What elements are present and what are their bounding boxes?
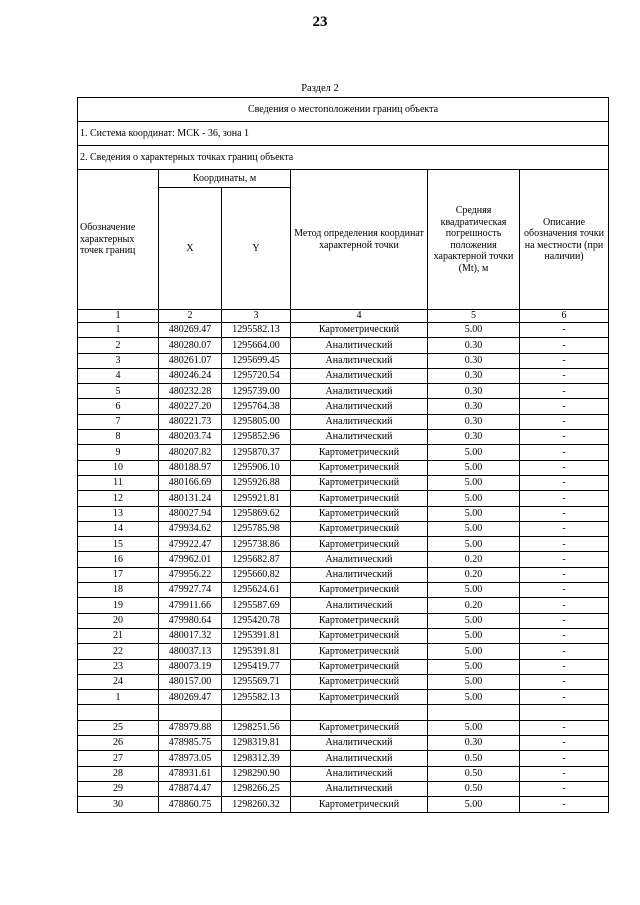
description-cell: - — [520, 583, 609, 598]
description-cell: - — [520, 659, 609, 674]
header-coordinates: Координаты, м — [159, 170, 291, 188]
accuracy-cell: 5.00 — [428, 491, 520, 506]
description-cell: - — [520, 781, 609, 796]
y-coord-cell: 1295582.13 — [222, 690, 291, 705]
header-x: X — [159, 188, 222, 310]
method-cell: Аналитический — [291, 552, 428, 567]
accuracy-cell: 0.30 — [428, 384, 520, 399]
x-coord-cell: 480221.73 — [159, 414, 222, 429]
x-coord-cell: 479980.64 — [159, 613, 222, 628]
column-number: 6 — [520, 310, 609, 323]
boundary-points-table — [77, 97, 609, 813]
description-cell: - — [520, 552, 609, 567]
method-cell: Аналитический — [291, 384, 428, 399]
y-coord-cell: 1295419.77 — [222, 659, 291, 674]
point-id-cell: 7 — [78, 414, 159, 429]
description-cell: - — [520, 399, 609, 414]
table-row — [78, 384, 609, 399]
method-cell: Картометрический — [291, 628, 428, 643]
y-coord-cell: 1295764.38 — [222, 399, 291, 414]
point-id-cell: 30 — [78, 797, 159, 812]
x-coord-cell: 479956.22 — [159, 567, 222, 582]
x-coord-cell: 480261.07 — [159, 353, 222, 368]
accuracy-cell: 0.30 — [428, 338, 520, 353]
x-coord-cell: 480027.94 — [159, 506, 222, 521]
table-row — [78, 445, 609, 460]
method-cell: Картометрический — [291, 659, 428, 674]
x-coord-cell: 480280.07 — [159, 338, 222, 353]
table-row — [78, 399, 609, 414]
y-coord-cell: 1295391.81 — [222, 644, 291, 659]
y-coord-cell: 1295720.54 — [222, 368, 291, 383]
accuracy-cell: 0.50 — [428, 781, 520, 796]
table-row — [78, 736, 609, 751]
y-coord-cell: 1295660.82 — [222, 567, 291, 582]
y-coord-cell: 1298319.81 — [222, 736, 291, 751]
y-coord-cell: 1295870.37 — [222, 445, 291, 460]
method-cell: Картометрический — [291, 491, 428, 506]
page-number: 23 — [312, 14, 328, 30]
description-cell: - — [520, 521, 609, 536]
description-cell: - — [520, 384, 609, 399]
table-row — [78, 323, 609, 338]
x-coord-cell: 480017.32 — [159, 628, 222, 643]
accuracy-cell: 0.30 — [428, 414, 520, 429]
points-group-1 — [78, 323, 609, 705]
y-coord-cell: 1295682.87 — [222, 552, 291, 567]
point-id-cell: 3 — [78, 353, 159, 368]
y-coord-cell: 1295785.98 — [222, 521, 291, 536]
description-cell: - — [520, 506, 609, 521]
accuracy-cell: 5.00 — [428, 644, 520, 659]
table-row — [78, 781, 609, 796]
method-cell: Картометрический — [291, 537, 428, 552]
x-coord-cell: 480207.82 — [159, 445, 222, 460]
method-cell: Аналитический — [291, 430, 428, 445]
coord-system: 1. Система координат: МСК - 36, зона 1 — [78, 122, 609, 146]
x-coord-cell: 480246.24 — [159, 368, 222, 383]
accuracy-cell: 5.00 — [428, 659, 520, 674]
table-row — [78, 567, 609, 582]
point-id-cell: 29 — [78, 781, 159, 796]
description-cell: - — [520, 644, 609, 659]
point-id-cell: 21 — [78, 628, 159, 643]
accuracy-cell: 5.00 — [428, 674, 520, 689]
section-label: Раздел 2 — [301, 83, 339, 94]
point-id-cell: 11 — [78, 475, 159, 490]
description-cell: - — [520, 537, 609, 552]
point-id-cell: 8 — [78, 430, 159, 445]
x-coord-cell: 480188.97 — [159, 460, 222, 475]
header-method: Метод определения координат характерной точки — [291, 170, 428, 310]
table-row — [78, 537, 609, 552]
accuracy-cell: 0.30 — [428, 430, 520, 445]
y-coord-cell: 1295624.61 — [222, 583, 291, 598]
table-row — [78, 797, 609, 812]
point-id-cell: 15 — [78, 537, 159, 552]
description-cell: - — [520, 368, 609, 383]
accuracy-cell: 0.20 — [428, 598, 520, 613]
group-separator-row — [78, 705, 609, 720]
point-id-cell: 6 — [78, 399, 159, 414]
description-cell: - — [520, 628, 609, 643]
x-coord-cell: 480131.24 — [159, 491, 222, 506]
point-id-cell: 1 — [78, 323, 159, 338]
accuracy-cell: 5.00 — [428, 506, 520, 521]
description-cell: - — [520, 353, 609, 368]
y-coord-cell: 1298251.56 — [222, 720, 291, 735]
table-row — [78, 674, 609, 689]
point-id-cell: 19 — [78, 598, 159, 613]
header-point-designation: Обозначение характерных точек границ — [78, 170, 159, 310]
method-cell: Аналитический — [291, 751, 428, 766]
table-row — [78, 598, 609, 613]
point-id-cell: 4 — [78, 368, 159, 383]
table-row — [78, 368, 609, 383]
table-row — [78, 430, 609, 445]
y-coord-cell: 1295805.00 — [222, 414, 291, 429]
point-id-cell: 16 — [78, 552, 159, 567]
point-id-cell: 22 — [78, 644, 159, 659]
accuracy-cell: 5.00 — [428, 460, 520, 475]
description-cell: - — [520, 430, 609, 445]
point-id-cell: 10 — [78, 460, 159, 475]
header-y: Y — [222, 188, 291, 310]
method-cell: Картометрический — [291, 460, 428, 475]
method-cell: Аналитический — [291, 414, 428, 429]
method-cell: Картометрический — [291, 521, 428, 536]
x-coord-cell: 480227.20 — [159, 399, 222, 414]
accuracy-cell: 5.00 — [428, 720, 520, 735]
point-id-cell: 13 — [78, 506, 159, 521]
method-cell: Картометрический — [291, 583, 428, 598]
point-id-cell: 17 — [78, 567, 159, 582]
description-cell: - — [520, 323, 609, 338]
point-id-cell: 9 — [78, 445, 159, 460]
accuracy-cell: 5.00 — [428, 537, 520, 552]
method-cell: Картометрический — [291, 323, 428, 338]
x-coord-cell: 479962.01 — [159, 552, 222, 567]
accuracy-cell: 5.00 — [428, 797, 520, 812]
y-coord-cell: 1295926.88 — [222, 475, 291, 490]
description-cell: - — [520, 414, 609, 429]
table-row — [78, 628, 609, 643]
description-cell: - — [520, 338, 609, 353]
accuracy-cell: 5.00 — [428, 323, 520, 338]
point-id-cell: 14 — [78, 521, 159, 536]
table-row — [78, 583, 609, 598]
y-coord-cell: 1298266.25 — [222, 781, 291, 796]
accuracy-cell: 5.00 — [428, 690, 520, 705]
accuracy-cell: 5.00 — [428, 521, 520, 536]
column-number: 3 — [222, 310, 291, 323]
y-coord-cell: 1295739.00 — [222, 384, 291, 399]
header-description: Описание обозначения точки на местности (при наличии) — [520, 170, 609, 310]
description-cell: - — [520, 766, 609, 781]
description-cell: - — [520, 674, 609, 689]
x-coord-cell: 479934.62 — [159, 521, 222, 536]
accuracy-cell: 0.50 — [428, 751, 520, 766]
table-row — [78, 338, 609, 353]
accuracy-cell: 5.00 — [428, 613, 520, 628]
header-accuracy: Средняя квадратическая погрешность положения характерной точки (Mt), м — [428, 170, 520, 310]
y-coord-cell: 1298260.32 — [222, 797, 291, 812]
point-id-cell: 2 — [78, 338, 159, 353]
table-row — [78, 521, 609, 536]
table-row — [78, 766, 609, 781]
y-coord-cell: 1295587.69 — [222, 598, 291, 613]
table-row — [78, 659, 609, 674]
x-coord-cell: 480157.00 — [159, 674, 222, 689]
y-coord-cell: 1295582.13 — [222, 323, 291, 338]
point-id-cell: 12 — [78, 491, 159, 506]
x-coord-cell: 480166.69 — [159, 475, 222, 490]
description-cell: - — [520, 598, 609, 613]
accuracy-cell: 0.30 — [428, 736, 520, 751]
table-row — [78, 720, 609, 735]
table-row — [78, 460, 609, 475]
point-id-cell: 1 — [78, 690, 159, 705]
column-number: 1 — [78, 310, 159, 323]
accuracy-cell: 0.30 — [428, 353, 520, 368]
y-coord-cell: 1295921.81 — [222, 491, 291, 506]
table-row — [78, 552, 609, 567]
point-id-cell: 23 — [78, 659, 159, 674]
method-cell: Аналитический — [291, 736, 428, 751]
description-cell: - — [520, 613, 609, 628]
accuracy-cell: 5.00 — [428, 445, 520, 460]
column-number: 4 — [291, 310, 428, 323]
description-cell: - — [520, 567, 609, 582]
method-cell: Картометрический — [291, 475, 428, 490]
x-coord-cell: 478973.05 — [159, 751, 222, 766]
point-id-cell: 18 — [78, 583, 159, 598]
points-title: 2. Сведения о характерных точках границ объекта — [78, 146, 609, 170]
y-coord-cell: 1295906.10 — [222, 460, 291, 475]
description-cell: - — [520, 736, 609, 751]
description-cell: - — [520, 751, 609, 766]
method-cell: Аналитический — [291, 399, 428, 414]
x-coord-cell: 478860.75 — [159, 797, 222, 812]
table-row — [78, 491, 609, 506]
method-cell: Картометрический — [291, 506, 428, 521]
table-row — [78, 414, 609, 429]
x-coord-cell: 480269.47 — [159, 690, 222, 705]
point-id-cell: 24 — [78, 674, 159, 689]
x-coord-cell: 479927.74 — [159, 583, 222, 598]
point-id-cell: 26 — [78, 736, 159, 751]
description-cell: - — [520, 491, 609, 506]
method-cell: Аналитический — [291, 368, 428, 383]
y-coord-cell: 1295664.00 — [222, 338, 291, 353]
method-cell: Аналитический — [291, 598, 428, 613]
column-number: 5 — [428, 310, 520, 323]
point-id-cell: 5 — [78, 384, 159, 399]
description-cell: - — [520, 475, 609, 490]
y-coord-cell: 1298312.39 — [222, 751, 291, 766]
y-coord-cell: 1295420.78 — [222, 613, 291, 628]
table-title: Сведения о местоположении границ объекта — [78, 98, 609, 122]
x-coord-cell: 480203.74 — [159, 430, 222, 445]
method-cell: Картометрический — [291, 613, 428, 628]
accuracy-cell: 0.20 — [428, 567, 520, 582]
y-coord-cell: 1295391.81 — [222, 628, 291, 643]
point-id-cell: 20 — [78, 613, 159, 628]
table-row — [78, 506, 609, 521]
table-row — [78, 353, 609, 368]
x-coord-cell: 478931.61 — [159, 766, 222, 781]
accuracy-cell: 5.00 — [428, 628, 520, 643]
table-row — [78, 475, 609, 490]
method-cell: Картометрический — [291, 797, 428, 812]
method-cell: Картометрический — [291, 445, 428, 460]
x-coord-cell: 478985.75 — [159, 736, 222, 751]
table-row — [78, 751, 609, 766]
method-cell: Аналитический — [291, 567, 428, 582]
method-cell: Аналитический — [291, 766, 428, 781]
x-coord-cell: 479911.66 — [159, 598, 222, 613]
x-coord-cell: 480269.47 — [159, 323, 222, 338]
point-id-cell: 28 — [78, 766, 159, 781]
description-cell: - — [520, 690, 609, 705]
accuracy-cell: 5.00 — [428, 583, 520, 598]
point-id-cell: 27 — [78, 751, 159, 766]
x-coord-cell: 480073.19 — [159, 659, 222, 674]
method-cell: Картометрический — [291, 644, 428, 659]
y-coord-cell: 1295699.45 — [222, 353, 291, 368]
description-cell: - — [520, 445, 609, 460]
description-cell: - — [520, 460, 609, 475]
method-cell: Аналитический — [291, 338, 428, 353]
table-row — [78, 644, 609, 659]
y-coord-cell: 1295569.71 — [222, 674, 291, 689]
x-coord-cell: 480232.28 — [159, 384, 222, 399]
description-cell: - — [520, 720, 609, 735]
accuracy-cell: 0.30 — [428, 368, 520, 383]
x-coord-cell: 480037.13 — [159, 644, 222, 659]
column-number: 2 — [159, 310, 222, 323]
method-cell: Аналитический — [291, 781, 428, 796]
method-cell: Картометрический — [291, 674, 428, 689]
table-row — [78, 690, 609, 705]
point-id-cell: 25 — [78, 720, 159, 735]
y-coord-cell: 1295738.86 — [222, 537, 291, 552]
x-coord-cell: 478874.47 — [159, 781, 222, 796]
method-cell: Аналитический — [291, 353, 428, 368]
table-row — [78, 613, 609, 628]
y-coord-cell: 1295852.96 — [222, 430, 291, 445]
x-coord-cell: 479922.47 — [159, 537, 222, 552]
x-coord-cell: 478979.88 — [159, 720, 222, 735]
method-cell: Картометрический — [291, 720, 428, 735]
points-group-2 — [78, 720, 609, 812]
description-cell: - — [520, 797, 609, 812]
accuracy-cell: 0.20 — [428, 552, 520, 567]
method-cell: Картометрический — [291, 690, 428, 705]
accuracy-cell: 5.00 — [428, 475, 520, 490]
accuracy-cell: 0.30 — [428, 399, 520, 414]
accuracy-cell: 0.50 — [428, 766, 520, 781]
y-coord-cell: 1298290.90 — [222, 766, 291, 781]
y-coord-cell: 1295869.62 — [222, 506, 291, 521]
